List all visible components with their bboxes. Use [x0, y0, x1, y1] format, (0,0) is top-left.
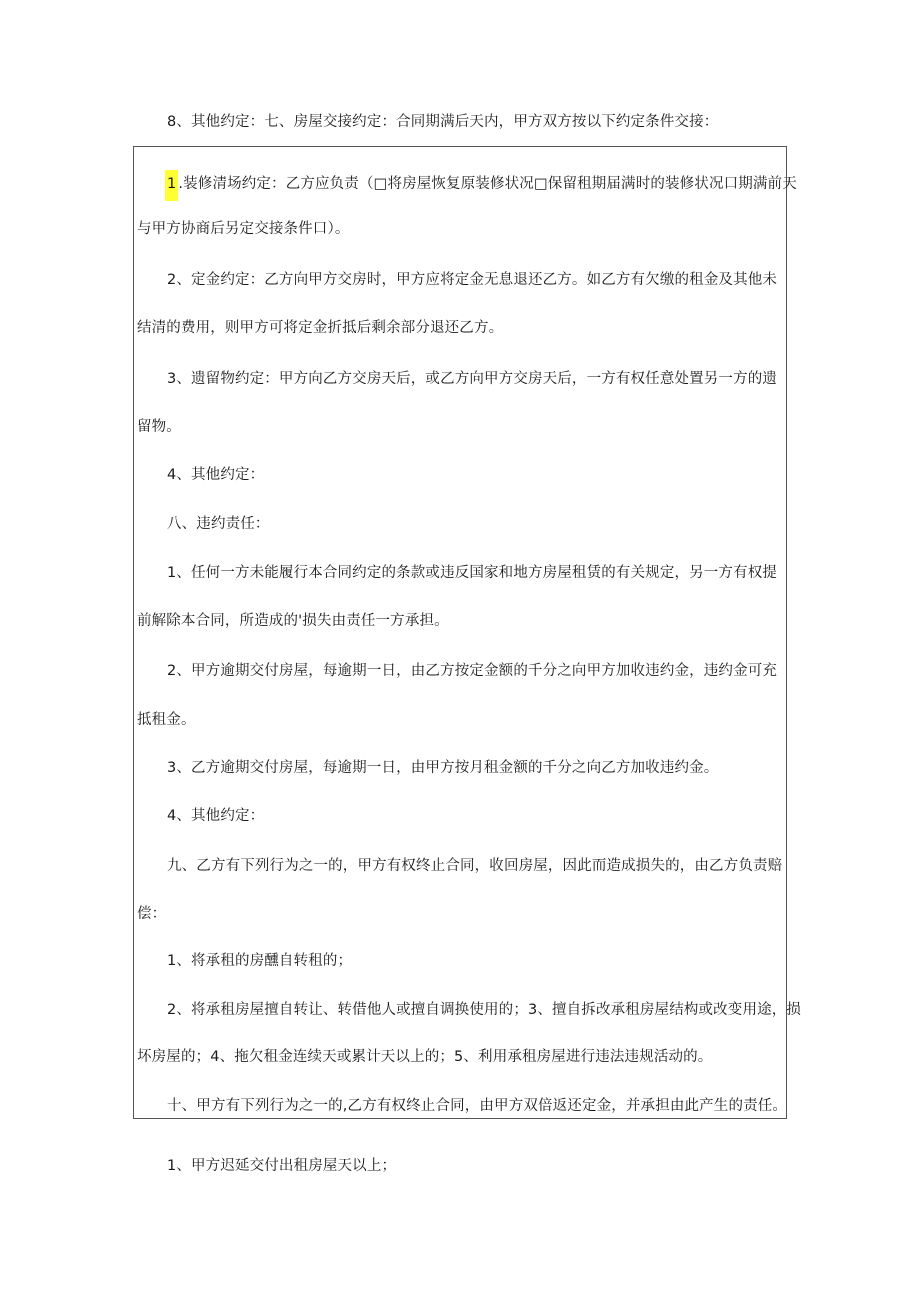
clause-line: 留物。 [137, 419, 181, 435]
contract-clause-box [133, 146, 787, 1119]
clause-line: 结清的费用，则甲方可将定金折抵后剩余部分退还乙方。 [137, 320, 504, 336]
clause-line: 与甲方协商后另定交接条件口）。 [137, 221, 350, 237]
clause-line: 2、将承租房屋擅自转让、转借他人或擅自调换使用的；3、擅自拆改承租房屋结构或改变用途，损 [167, 1002, 802, 1018]
clause-line: 3、遗留物约定：甲方向乙方交房天后，或乙方向甲方交房天后，一方有权任意处置另一方的遗 [167, 371, 778, 387]
clause-line: 2、甲方逾期交付房屋，每逾期一日，由乙方按定金额的千分之向甲方加收违约金，违约金可充 [167, 663, 778, 679]
section-heading: 九、乙方有下列行为之一的，甲方有权终止合同，收回房屋，因此而造成损失的，由乙方负责赔 [167, 858, 783, 874]
clause-line: 坏房屋的；4、拖欠租金连续天或累计天以上的；5、利用承租房屋进行违法违规活动的。 [137, 1049, 713, 1065]
clause-line: 偿： [137, 906, 167, 922]
clause-line: 1、将承租的房醺自转租的； [167, 953, 353, 969]
section-heading: 十、甲方有下列行为之一的,乙方有权终止合同，由甲方双倍返还定金，并承担由此产生的责任。 [167, 1098, 788, 1114]
clause-line: 4、其他约定： [167, 808, 265, 824]
section-heading: 八、违约责任： [167, 516, 270, 532]
clause-line: 抵租金。 [137, 712, 196, 728]
clause-line: 3、乙方逾期交付房屋，每逾期一日，由甲方按月租金额的千分之向乙方加收违约金。 [167, 760, 719, 776]
clause-8-heading: 8、其他约定：七、房屋交接约定：合同期满后天内，甲方双方按以下约定条件交接： [167, 114, 719, 130]
clause-line-footer: 1、甲方迟延交付出租房屋天以上； [167, 1158, 397, 1174]
clause-line: 4、其他约定： [167, 467, 265, 483]
clause-line: 前解除本合同，所造成的'损失由责任一方承担。 [137, 613, 449, 629]
highlighted-number: 1 [165, 170, 178, 201]
clause-line: 1、任何一方未能履行本合同约定的条款或违反国家和地方房屋租赁的有关规定，另一方有权提 [167, 565, 778, 581]
clause-text: .装修清场约定：乙方应负责（□将房屋恢复原装修状况□保留租期届满时的装修状况口期满前天 [178, 176, 797, 192]
clause-line [167, 170, 797, 201]
clause-line: 2、定金约定：乙方向甲方交房时，甲方应将定金无息退还乙方。如乙方有欠缴的租金及其他未 [167, 272, 778, 288]
